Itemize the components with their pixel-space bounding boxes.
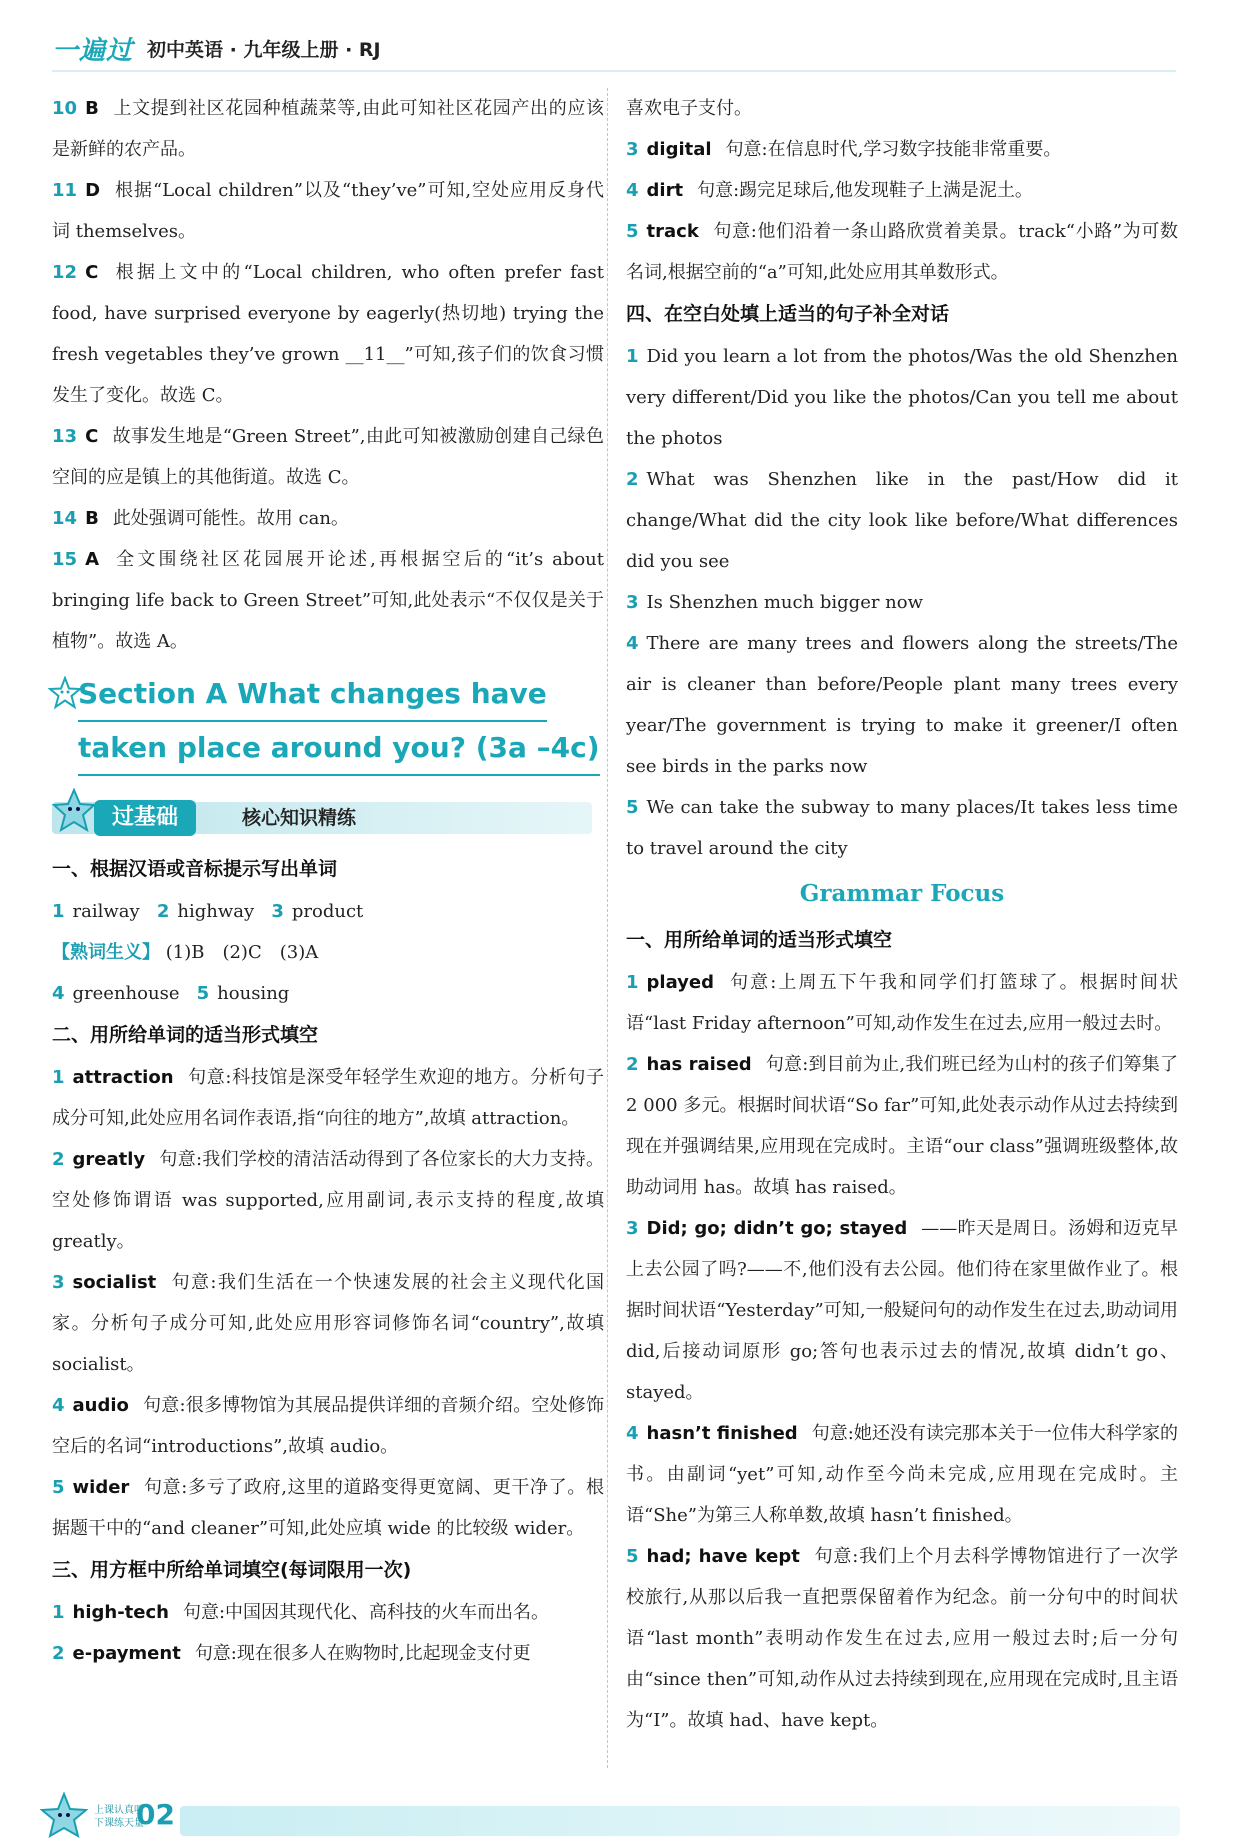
item-answer-key: audio <box>72 1395 129 1416</box>
item-explanation: We can take the subway to many places/It takes less time to travel around the city <box>626 797 1178 859</box>
answer-item <box>626 623 1178 787</box>
item-explanation: ——昨天是周日。汤姆和迈克早上去公园了吗?——不,他们没有去公园。他们待在家里做作业了。根据时间状语“Yesterday”可知,一般疑问句的动作发生在过去,助动词用 did,后接动词原形 go;答句也表示过去的情况,故填 didn’t go、stayed。 <box>626 1218 1178 1403</box>
answer-item <box>626 459 1178 582</box>
item-explanation: 句意:在信息时代,学习数字技能非常重要。 <box>725 139 1062 160</box>
item-answer-key: digital <box>646 139 712 160</box>
mascot-icon <box>40 1792 88 1840</box>
item-number: 4 <box>626 1423 639 1444</box>
word-answers-row-2: 4 greenhouse 5 housing <box>52 983 290 1004</box>
page-footer <box>40 1798 1180 1838</box>
answer-item <box>52 252 604 416</box>
header-rule <box>52 70 1176 72</box>
page-number: 02 <box>136 1798 175 1831</box>
part-heading-2: 二、用所给单词的适当形式填空 <box>52 1024 319 1046</box>
section-title-line-1: Section A What changes have <box>78 668 547 722</box>
item-number: 11 <box>52 180 78 201</box>
star-icon <box>48 676 82 710</box>
item-number: 4 <box>626 633 639 654</box>
item-explanation: 根据“Local children”以及“they’ve”可知,空处应用反身代词 themselves。 <box>52 180 604 242</box>
item-number: 12 <box>52 262 78 283</box>
item-explanation: 句意:他们沿着一条山路欣赏着美景。track“小路”为可数名词,根据空前的“a”可知,此处应用其单数形式。 <box>626 221 1178 283</box>
item-answer-key: wider <box>72 1477 130 1498</box>
answer-item <box>626 336 1178 459</box>
item-answer-key: hasn’t finished <box>646 1423 798 1444</box>
item-explanation: Is Shenzhen much bigger now <box>646 592 924 613</box>
item-answer-key: B <box>85 98 99 119</box>
section-title <box>52 668 604 776</box>
answer-item <box>52 1633 604 1674</box>
item-answer-key: D <box>85 180 101 201</box>
item-answer-key: socialist <box>72 1272 157 1293</box>
item-explanation: 句意:踢完足球后,他发现鞋子上满是泥土。 <box>697 180 1033 201</box>
answer-item <box>626 962 1178 1044</box>
brand-logo: 一遍过 <box>52 35 134 66</box>
answer-item <box>52 1467 604 1549</box>
item-explanation: 根据上文中的“Local children, who often prefer fast food, have surprised everyone by eagerly(热切地) trying the fresh vegetables they’ve grown __11__”可知,孩子们的饮食习惯发生了变化。故选 C。 <box>52 262 604 406</box>
answer-list-dialogue <box>626 336 1178 869</box>
item-answer-key: B <box>85 508 99 529</box>
column-divider <box>607 88 608 1768</box>
item-number: 2 <box>626 469 639 490</box>
word-meaning-row <box>52 932 604 973</box>
answer-list-grammar <box>626 962 1178 1741</box>
item-answer-key: e-payment <box>72 1643 181 1664</box>
item-answer-key: played <box>646 972 715 993</box>
item-number: 3 <box>52 1272 65 1293</box>
item-number: 3 <box>626 1218 639 1239</box>
item-answer-key: Did; go; didn’t go; stayed <box>646 1218 908 1239</box>
footer-band <box>180 1806 1180 1836</box>
item-explanation: 上文提到社区花园种植蔬菜等,由此可知社区花园产出的应该是新鲜的农产品。 <box>52 98 604 160</box>
practice-banner <box>52 794 604 840</box>
banner-subtitle: 核心知识精练 <box>242 807 357 829</box>
answer-item <box>626 787 1178 869</box>
part-heading-4: 四、在空白处填上适当的句子补全对话 <box>626 303 950 325</box>
item-number: 3 <box>626 139 639 160</box>
answer-item <box>626 211 1178 293</box>
answer-item <box>52 1592 604 1633</box>
item-explanation: 句意:中国因其现代化、高科技的火车而出名。 <box>182 1602 550 1623</box>
grammar-focus-title: Grammar Focus <box>799 880 1005 907</box>
item-number: 13 <box>52 426 78 447</box>
page-header <box>52 30 381 66</box>
item-answer-key: dirt <box>646 180 684 201</box>
item-number: 5 <box>52 1477 65 1498</box>
right-column <box>626 88 1178 1741</box>
item-number: 4 <box>626 180 639 201</box>
item-number: 3 <box>626 592 639 613</box>
answer-item <box>52 170 604 252</box>
shuci-answers: (1)B (2)C (3)A <box>165 942 319 963</box>
footer-motto: 上课认真听 下课练天量 <box>94 1805 144 1829</box>
part-heading-5: 一、用所给单词的适当形式填空 <box>626 929 893 951</box>
answer-item <box>52 1057 604 1139</box>
section-title-line-2: taken place around you? (3a –4c) <box>78 722 600 776</box>
item-explanation: 句意:多亏了政府,这里的道路变得更宽阔、更干净了。根据题干中的“and cleaner”可知,此处应填 wide 的比较级 wider。 <box>52 1477 604 1539</box>
item-explanation: 此处强调可能性。故用 can。 <box>112 508 349 529</box>
item-explanation: 句意:她还没有读完那本关于一位伟大科学家的书。由副词“yet”可知,动作至今尚未完成,应用现在完成时。主语“She”为第三人称单数,故填 hasn’t finished。 <box>626 1423 1179 1526</box>
word-answers-row-1: 1 railway 2 highway 3 product <box>52 901 364 922</box>
banner-pill: 过基础 <box>94 800 196 836</box>
answer-item <box>52 1139 604 1262</box>
item-answer-key: had; have kept <box>646 1546 800 1567</box>
item-explanation: 句意:到目前为止,我们班已经为山村的孩子们筹集了 2 000 多元。根据时间状语“So far”可知,此处表示动作从过去持续到现在并强调结果,应用现在完成时。主语“our class”强调班级整体,故助动词用 has。故填 has raised。 <box>626 1054 1178 1198</box>
item-number: 1 <box>52 1602 65 1623</box>
item-explanation: 句意:我们学校的清洁活动得到了各位家长的大力支持。空处修饰谓语 was supported,应用副词,表示支持的程度,故填 greatly。 <box>52 1149 604 1252</box>
item-explanation: There are many trees and flowers along the streets/The air is cleaner than before/People plant many trees every year/The government is trying to make it greener/I often see birds in the parks now <box>626 633 1178 777</box>
answer-item <box>52 1385 604 1467</box>
answer-item <box>626 170 1178 211</box>
part-heading-3: 三、用方框中所给单词填空(每词限用一次) <box>52 1559 412 1581</box>
answer-item <box>626 1536 1178 1741</box>
answer-item <box>626 1208 1178 1413</box>
answer-list-reading <box>52 88 604 662</box>
item-answer-key: C <box>85 262 99 283</box>
answer-item <box>52 416 604 498</box>
book-title: 初中英语 · 九年级上册 · RJ <box>147 38 381 61</box>
answer-item <box>52 539 604 662</box>
part-heading-1: 一、根据汉语或音标提示写出单词 <box>52 858 338 880</box>
item-answer-key: greatly <box>72 1149 146 1170</box>
item-number: 2 <box>52 1149 65 1170</box>
item-explanation: 句意:我们生活在一个快速发展的社会主义现代化国家。分析句子成分可知,此处应用形容词修饰名词“country”,故填 socialist。 <box>52 1272 604 1375</box>
item-explanation: 句意:科技馆是深受年轻学生欢迎的地方。分析句子成分可知,此处应用名词作表语,指“向往的地方”,故填 attraction。 <box>52 1067 604 1129</box>
item-number: 14 <box>52 508 78 529</box>
item-answer-key: high-tech <box>72 1602 169 1623</box>
item-explanation: What was Shenzhen like in the past/How did it change/What did the city look like before/What differences did you see <box>626 469 1178 572</box>
item-explanation: 句意:很多博物馆为其展品提供详细的音频介绍。空处修饰空后的名词“introductions”,故填 audio。 <box>52 1395 604 1457</box>
item-number: 5 <box>626 797 639 818</box>
answer-item <box>626 1413 1178 1536</box>
item-answer-key: C <box>85 426 99 447</box>
item-number: 1 <box>626 346 639 367</box>
item-explanation: 句意:现在很多人在购物时,比起现金支付更 <box>194 1643 531 1664</box>
item-answer-key: track <box>646 221 699 242</box>
item-answer-key: attraction <box>72 1067 174 1088</box>
item-number: 10 <box>52 98 78 119</box>
shuci-tag: 【熟词生义】 <box>52 942 160 963</box>
item-number: 5 <box>626 221 639 242</box>
item-number: 15 <box>52 549 78 570</box>
answer-list-box-cont <box>626 129 1178 293</box>
item-number: 1 <box>626 972 639 993</box>
item-number: 1 <box>52 1067 65 1088</box>
answer-item <box>52 88 604 170</box>
answer-item <box>626 1044 1178 1208</box>
item-number: 2 <box>626 1054 639 1075</box>
item-explanation: 全文围绕社区花园展开论述,再根据空后的“it’s about bringing life back to Green Street”可知,此处表示“不仅仅是关于植物”。故选 A。 <box>52 549 604 652</box>
item-explanation: 故事发生地是“Green Street”,由此可知被激励创建自己绿色空间的应是镇上的其他街道。故选 C。 <box>52 426 604 488</box>
answer-item <box>52 498 604 539</box>
item-number: 4 <box>52 1395 65 1416</box>
item-explanation: 句意:上周五下午我和同学们打篮球了。根据时间状语“last Friday afternoon”可知,动作发生在过去,应用一般过去时。 <box>626 972 1178 1034</box>
answer-item <box>626 129 1178 170</box>
left-column <box>52 88 604 1674</box>
continued-text: 喜欢电子支付。 <box>626 98 752 119</box>
item-answer-key: A <box>85 549 99 570</box>
item-number: 5 <box>626 1546 639 1567</box>
item-number: 2 <box>52 1643 65 1664</box>
item-explanation: Did you learn a lot from the photos/Was the old Shenzhen very different/Did you like the photos/Can you tell me about the photos <box>626 346 1178 449</box>
answer-list-box <box>52 1592 604 1674</box>
item-answer-key: has raised <box>646 1054 752 1075</box>
mascot-icon <box>52 788 96 838</box>
answer-list-fill <box>52 1057 604 1549</box>
item-explanation: 句意:我们上个月去科学博物馆进行了一次学校旅行,从那以后我一直把票保留着作为纪念。前一分句中的时间状语“last month”表明动作发生在过去,应用一般过去时;后一分句由“since then”可知,动作从过去持续到现在,应用现在完成时,且主语为“I”。故填 had、have kept。 <box>626 1546 1178 1731</box>
answer-item <box>626 582 1178 623</box>
answer-item <box>52 1262 604 1385</box>
